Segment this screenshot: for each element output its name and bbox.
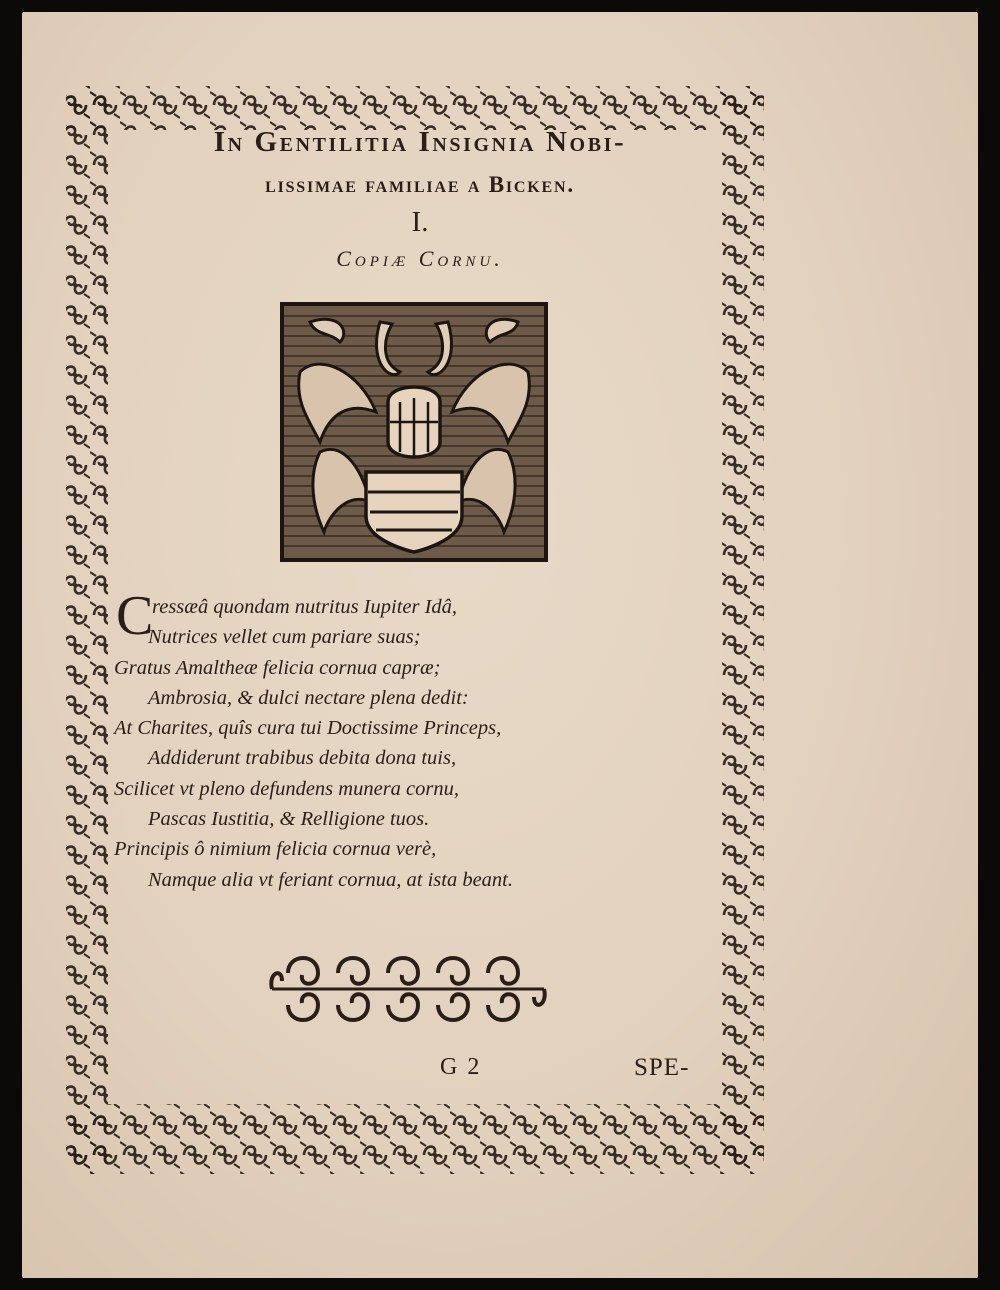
title-line-1: In Gentilitia Insignia Nobi- (213, 126, 627, 158)
coat-of-arms-woodcut (280, 302, 548, 562)
tailpiece-ornament (268, 943, 548, 1035)
emblem-motto: Copiæ Cornu. (336, 246, 504, 271)
poem-line: Addiderunt trabibus debita dona tuis, (148, 747, 457, 770)
poem-line: Pascas Iustitia, & Relligione tuos. (148, 808, 430, 831)
poem-line: Nutrices vellet cum pariare suas; (148, 626, 421, 649)
poem-line: Namque alia vt feriant cornua, at ista beant. (148, 868, 513, 891)
poem-line: Principis ô nimium felicia cornua verè, (114, 838, 437, 861)
emblem-numeral: I. (411, 206, 429, 238)
poem-line: Ambrosia, & dulci nectare plena dedit: (148, 686, 469, 709)
catchword: SPE- (634, 1054, 690, 1081)
poem-line: Scilicet vt pleno defundens munera cornu, (114, 777, 459, 800)
poem-line: At Charites, quîs cura tui Doctissime Princeps, (114, 717, 502, 740)
drop-cap: C (116, 585, 154, 647)
poem-line: Gratus Amaltheæ felicia cornua capræ; (114, 656, 441, 679)
title-line-2: lissimae familiae a Bicken. (265, 172, 575, 197)
signature-mark: G 2 (440, 1054, 482, 1080)
poem-line-text: ressæâ quondam nutritus Iupiter Idâ, (152, 596, 458, 618)
emblem-poem (114, 585, 674, 895)
